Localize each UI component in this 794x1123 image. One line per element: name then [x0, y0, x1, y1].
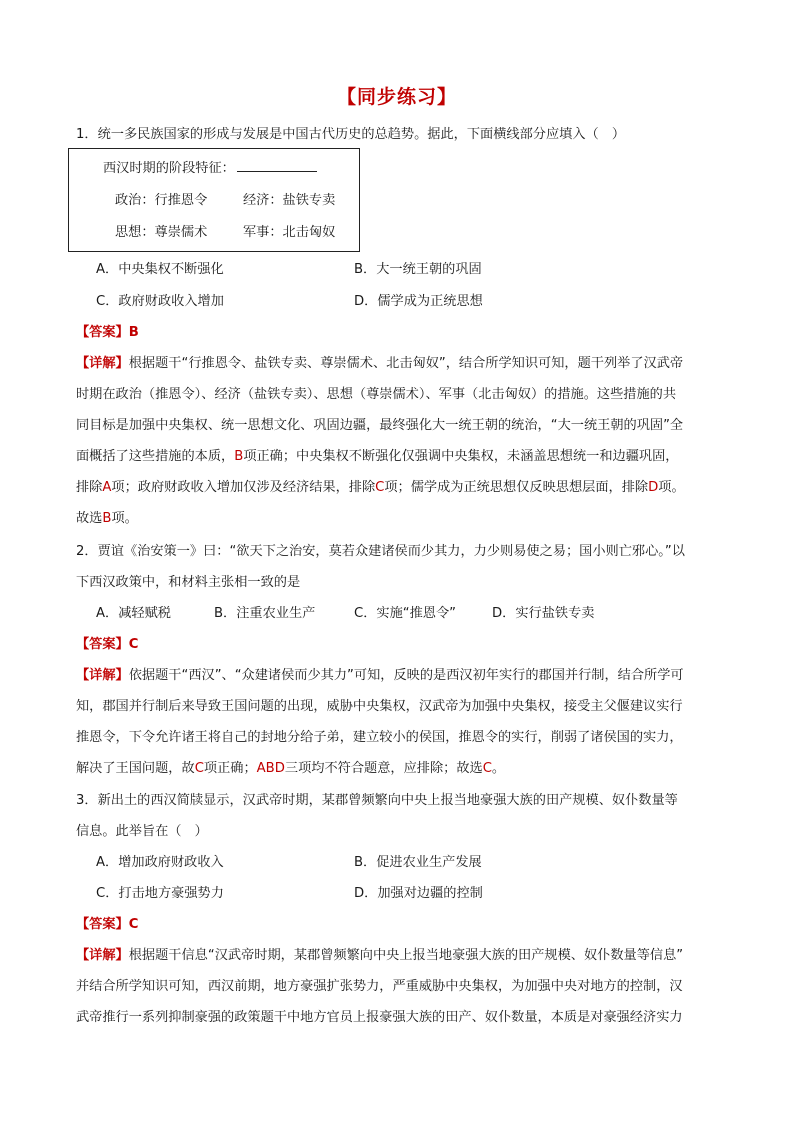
q1-detail-line-2: 时期在政治（推恩令）、经济（盐铁专卖）、思想（尊崇儒术）、军事（北击匈奴）的措施。这些措施的共	[76, 387, 677, 402]
box-economy: 经济：盐铁专卖	[243, 193, 336, 208]
q1-option-a: A．中央集权不断强化	[96, 262, 224, 277]
q3-detail-line-2: 并结合所学知识可知，西汉前期，地方豪强扩张势力，严重威胁中央集权，为加强中央对地方的控制，汉	[76, 979, 683, 994]
q2-option-c: C．实施“推恩令”	[354, 606, 456, 621]
box-military: 军事：北击匈奴	[243, 225, 336, 240]
q1-answer: 【答案】B	[76, 325, 139, 340]
q2-option-a: A．减轻赋税	[96, 606, 171, 621]
q3-answer: 【答案】C	[76, 917, 139, 932]
q2-answer: 【答案】C	[76, 637, 139, 652]
box-politics: 政治：行推恩令	[115, 193, 208, 208]
q1-option-b: B．大一统王朝的巩固	[354, 262, 482, 277]
box-thought: 思想：尊崇儒术	[115, 225, 208, 240]
question-2-stem-line-2: 下西汉政策中，和材料主张相一致的是	[76, 575, 301, 590]
q3-detail-line-1: 【详解】根据题干信息“汉武帝时期，某郡曾频繁向中央上报当地豪强大族的田产规模、奴仆数量等信息”	[76, 948, 684, 963]
q1-option-d: D．儒学成为正统思想	[354, 294, 483, 309]
page-title: 【同步练习】	[336, 86, 457, 108]
q3-option-a: A．增加政府财政收入	[96, 855, 224, 870]
question-3-stem-line-2: 信息。此举旨在（ ）	[76, 824, 208, 839]
q2-option-b: B．注重农业生产	[214, 606, 316, 621]
q3-detail-line-3: 武帝推行一系列抑制豪强的政策题干中地方官员上报豪强大族的田产、奴仆数量，本质是对豪强经济实力	[76, 1010, 683, 1025]
box-row-1: 西汉时期的阶段特征：	[103, 159, 317, 179]
q2-detail-line-4: 解决了王国问题，故C项正确；ABD三项均不符合题意，应排除；故选C。	[76, 761, 506, 776]
q3-option-b: B．促进农业生产发展	[354, 855, 482, 870]
question-2-stem-line-1: 2．贾谊《治安策一》曰：“欲天下之治安，莫若众建诸侯而少其力，力少则易使之易；国小则亡邪心。”以	[76, 544, 685, 559]
q1-detail-line-4: 面概括了这些措施的本质，B项正确；中央集权不断强化仅强调中央集权，未涵盖思想统一和边疆巩固，	[76, 449, 679, 464]
q3-option-c: C．打击地方豪强势力	[96, 886, 224, 901]
q1-detail-line-5: 排除A项；政府财政收入增加仅涉及经济结果，排除C项；儒学成为正统思想仅反映思想层面，排除D项。	[76, 480, 685, 495]
q2-detail-line-1: 【详解】依据题干“西汉”、“众建诸侯而少其力”可知，反映的是西汉初年实行的郡国并行制，结合所学可	[76, 668, 684, 683]
q1-detail-line-3: 同目标是加强中央集权、统一思想文化、巩固边疆，最终强化大一统王朝的统治，“大一统王朝的巩固”全	[76, 418, 684, 433]
question-1-stem: 1．统一多民族国家的形成与发展是中国古代历史的总趋势。据此，下面横线部分应填入（ ）	[76, 127, 626, 142]
question-3-stem-line-1: 3．新出土的西汉简牍显示，汉武帝时期，某郡曾频繁向中央上报当地豪强大族的田产规模、奴仆数量等	[76, 793, 678, 808]
question-1-material-box	[68, 148, 360, 252]
q1-detail-line-1: 【详解】根据题干“行推恩令、盐铁专卖、尊崇儒术、北击匈奴”，结合所学知识可知，题干列举了汉武帝	[76, 356, 684, 371]
q3-option-d: D．加强对边疆的控制	[354, 886, 483, 901]
q1-option-c: C．政府财政收入增加	[96, 294, 224, 309]
q2-option-d: D．实行盐铁专卖	[492, 606, 595, 621]
q2-detail-line-3: 推恩令，下令允许诸王将自己的封地分给子弟，建立较小的侯国，推恩令的实行，削弱了诸侯国的实力，	[76, 730, 683, 745]
fill-in-blank	[237, 159, 317, 172]
q1-detail-line-6: 故选B项。	[76, 511, 138, 526]
q2-detail-line-2: 知，郡国并行制后来导致王国问题的出现，威胁中央集权，汉武帝为加强中央集权，接受主父偃建议实行	[76, 699, 683, 714]
